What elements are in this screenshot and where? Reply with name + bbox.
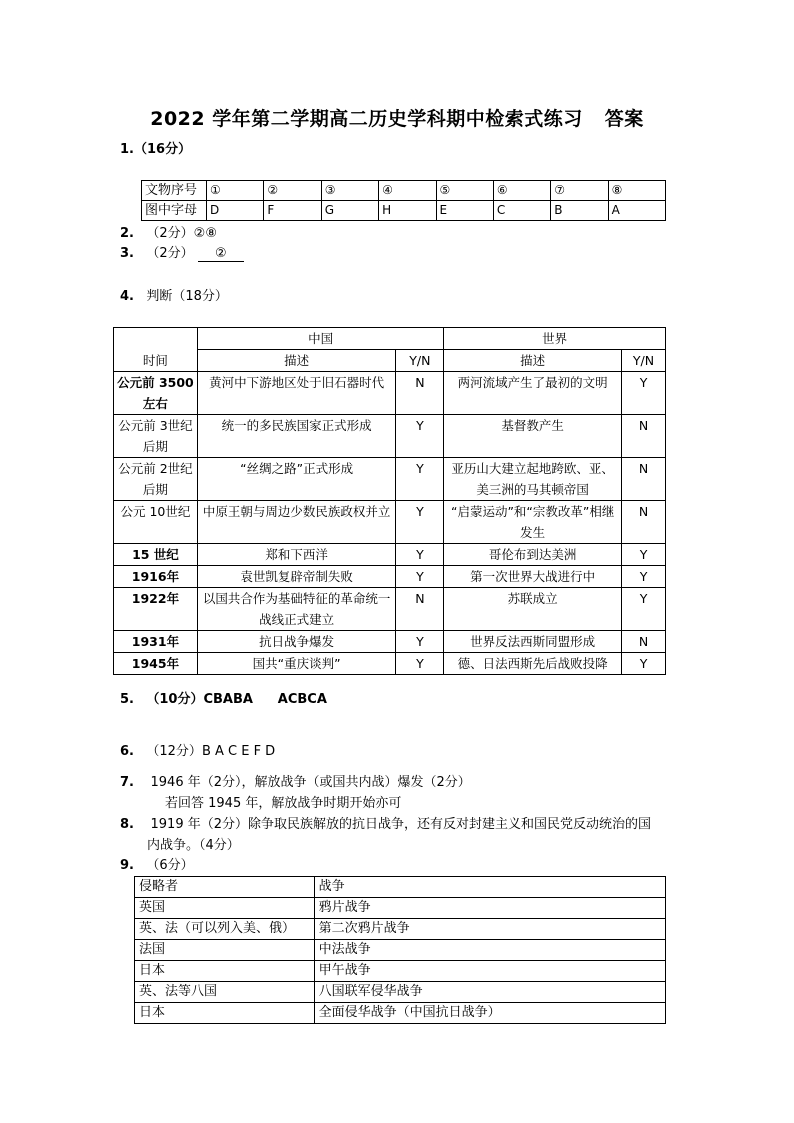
q9-war-cell: 八国联军侵华战争: [314, 982, 665, 1003]
q4-cn-yn-cell: Y: [396, 415, 444, 458]
q4-num: 4.: [120, 289, 134, 304]
q2-num: 2.: [120, 226, 134, 241]
q4-w-desc-cell: 哥伦布到达美洲: [444, 544, 622, 566]
q9-war-cell: 甲午战争: [314, 961, 665, 982]
q1-row2-label: 图中字母: [142, 201, 207, 221]
q4-cn-desc-cell: 袁世凯复辟帝制失败: [197, 566, 396, 588]
q4-world-header: 世界: [444, 328, 666, 350]
table-row: [135, 898, 666, 919]
q4-table: [113, 327, 666, 675]
q4-cn-desc-cell: 抗日战争爆发: [197, 631, 396, 653]
q4-time-cell: 1922年: [114, 588, 198, 631]
q1-seq-cell: ⑥: [493, 181, 550, 201]
q4-w-desc-cell: 基督教产生: [444, 415, 622, 458]
q7-line-2: 若回答 1945 年，解放战争时期开始亦可: [165, 796, 402, 811]
q4-cn-desc-cell: 国共“重庆谈判”: [197, 653, 396, 675]
q4-w-desc-cell: 世界反法西斯同盟形成: [444, 631, 622, 653]
table-row: [135, 961, 666, 982]
q8-num: 8.: [120, 817, 134, 832]
q4-w-yn-cell: Y: [622, 588, 666, 631]
q4-cn-yn-cell: N: [396, 372, 444, 415]
q4-w-yn-cell: N: [622, 458, 666, 501]
table-row: [114, 372, 666, 415]
q4-time-cell: 1945年: [114, 653, 198, 675]
q4-cn-desc-cell: 以国共合作为基础特征的革命统一战线正式建立: [197, 588, 396, 631]
table-row: [114, 566, 666, 588]
q4-cn-desc-cell: 统一的多民族国家正式形成: [197, 415, 396, 458]
q9-invader-cell: 英国: [135, 898, 315, 919]
q6-line: [120, 743, 275, 761]
q1-letter-cell: A: [608, 201, 665, 221]
q3-line: [120, 245, 244, 263]
q5-score: （10分）: [146, 692, 204, 707]
table-row: [114, 588, 666, 631]
q4-header-row-1: [114, 328, 666, 350]
table-row: [135, 982, 666, 1003]
title-main: 2022 学年第二学期高二历史学科期中检索式练习: [150, 108, 583, 130]
q4-time-cell: 1931年: [114, 631, 198, 653]
q1-seq-cell: ⑤: [436, 181, 493, 201]
q4-label: 判断（18分）: [146, 289, 228, 304]
q4-w-yn-cell: N: [622, 501, 666, 544]
q4-cn-yn-cell: Y: [396, 653, 444, 675]
title-suffix: 答案: [604, 108, 644, 130]
q4-cn-desc-cell: 黄河中下游地区处于旧石器时代: [197, 372, 396, 415]
q4-w-yn-cell: N: [622, 631, 666, 653]
table-row: [114, 415, 666, 458]
q4-cn-desc-cell: “丝绸之路”正式形成: [197, 458, 396, 501]
q1-row-seq: [142, 181, 666, 201]
table-row: [114, 653, 666, 675]
q1-score: （16分）: [133, 142, 192, 157]
q6-num: 6.: [120, 744, 134, 759]
q9-heading: [120, 857, 194, 875]
q4-w-yn-header: Y/N: [622, 350, 666, 372]
q1-table: [141, 180, 666, 221]
q1-letter-cell: H: [379, 201, 436, 221]
q4-w-desc-cell: 亚历山大建立起地跨欧、亚、美三洲的马其顿帝国: [444, 458, 622, 501]
q9-invader-cell: 英、法等八国: [135, 982, 315, 1003]
table-row: [114, 544, 666, 566]
q4-time-header: 时间: [114, 328, 198, 372]
q4-cn-desc-cell: 郑和下西洋: [197, 544, 396, 566]
q2-line: [120, 225, 217, 243]
q9-table: [134, 876, 666, 1024]
q1-letter-cell: E: [436, 201, 493, 221]
q4-time-cell: 公元 10世纪: [114, 501, 198, 544]
q4-w-yn-cell: Y: [622, 372, 666, 415]
table-row: [135, 940, 666, 961]
q4-time-cell: 公元前 2世纪后期: [114, 458, 198, 501]
q9-invader-cell: 日本: [135, 1003, 315, 1024]
table-row: [114, 501, 666, 544]
q8-line-2: 内战争。（4分）: [147, 838, 240, 853]
q7-num: 7.: [120, 775, 134, 790]
q1-num: 1.: [120, 142, 134, 157]
q4-time-cell: 1916年: [114, 566, 198, 588]
q6-score: （12分）: [146, 744, 202, 759]
q4-w-desc-cell: 德、日法西斯先后战败投降: [444, 653, 622, 675]
q7-line-1: [120, 774, 471, 792]
q5-answer-2: ACBCA: [277, 692, 327, 707]
q4-cn-yn-cell: Y: [396, 458, 444, 501]
q9-war-cell: 中法战争: [314, 940, 665, 961]
q4-cn-yn-cell: Y: [396, 631, 444, 653]
q4-cn-yn-cell: N: [396, 588, 444, 631]
q9-war-cell: 全面侵华战争（中国抗日战争）: [314, 1003, 665, 1024]
q6-answer: B A C E F D: [201, 744, 276, 759]
q1-seq-cell: ④: [379, 181, 436, 201]
q4-w-yn-cell: Y: [622, 544, 666, 566]
q9-war-cell: 第二次鸦片战争: [314, 919, 665, 940]
q1-letter-cell: B: [551, 201, 608, 221]
q4-cn-yn-cell: Y: [396, 566, 444, 588]
q3-answer-blank: [198, 245, 244, 262]
q4-time-cell: 公元前 3500左右: [114, 372, 198, 415]
q2-answer: ②⑧: [193, 226, 217, 241]
q4-w-desc-cell: 苏联成立: [444, 588, 622, 631]
q3-num: 3.: [120, 246, 134, 261]
q7-text-1: 1946 年（2分），解放战争（或国共内战）爆发（2分）: [150, 775, 471, 790]
q4-w-yn-cell: N: [622, 415, 666, 458]
q9-header-row: [135, 877, 666, 898]
q4-cn-yn-cell: Y: [396, 544, 444, 566]
q9-war-cell: 鸦片战争: [314, 898, 665, 919]
q4-cn-yn-header: Y/N: [396, 350, 444, 372]
q8-text-1: 1919 年（2分）除争取民族解放的抗日战争，还有反对封建主义和国民党反动统治的国: [150, 817, 652, 832]
q4-cn-yn-cell: Y: [396, 501, 444, 544]
q9-invader-cell: 法国: [135, 940, 315, 961]
q2-score: （2分）: [146, 226, 194, 241]
q1-seq-cell: ⑧: [608, 181, 665, 201]
q4-w-desc-cell: 两河流域产生了最初的文明: [444, 372, 622, 415]
table-row: [135, 1003, 666, 1024]
q4-china-header: 中国: [197, 328, 443, 350]
q4-w-yn-cell: Y: [622, 566, 666, 588]
table-row: [114, 458, 666, 501]
q1-row-letters: [142, 201, 666, 221]
q4-cn-desc-header: 描述: [197, 350, 396, 372]
q1-seq-cell: ⑦: [551, 181, 608, 201]
q1-seq-cell: ②: [264, 181, 321, 201]
q5-line: [120, 691, 327, 709]
q9-header-invader: 侵略者: [135, 877, 315, 898]
q1-seq-cell: ①: [207, 181, 264, 201]
q4-w-desc-cell: 第一次世界大战进行中: [444, 566, 622, 588]
table-row: [114, 631, 666, 653]
q4-time-cell: 15 世纪: [114, 544, 198, 566]
q9-invader-cell: 英、法（可以列入美、俄）: [135, 919, 315, 940]
q9-num: 9.: [120, 858, 134, 873]
q9-header-war: 战争: [314, 877, 665, 898]
q3-answer: ②: [214, 246, 227, 261]
q8-line-1: [120, 816, 651, 834]
table-row: [135, 919, 666, 940]
q9-invader-cell: 日本: [135, 961, 315, 982]
q5-num: 5.: [120, 692, 134, 707]
q1-row1-label: 文物序号: [142, 181, 207, 201]
q1-letter-cell: G: [321, 201, 378, 221]
q4-w-desc-header: 描述: [444, 350, 622, 372]
q4-w-desc-cell: “启蒙运动”和“宗教改革”相继发生: [444, 501, 622, 544]
q1-letter-cell: C: [493, 201, 550, 221]
q1-heading: [120, 141, 191, 159]
q4-heading: [120, 288, 228, 306]
q1-letter-cell: D: [207, 201, 264, 221]
q4-time-cell: 公元前 3世纪后期: [114, 415, 198, 458]
q1-seq-cell: ③: [321, 181, 378, 201]
q3-score: （2分）: [146, 246, 194, 261]
q4-w-yn-cell: Y: [622, 653, 666, 675]
page-title: [0, 104, 794, 131]
q4-cn-desc-cell: 中原王朝与周边少数民族政权并立: [197, 501, 396, 544]
q1-letter-cell: F: [264, 201, 321, 221]
q9-score: （6分）: [146, 858, 194, 873]
q5-answer-1: CBABA: [203, 692, 253, 707]
